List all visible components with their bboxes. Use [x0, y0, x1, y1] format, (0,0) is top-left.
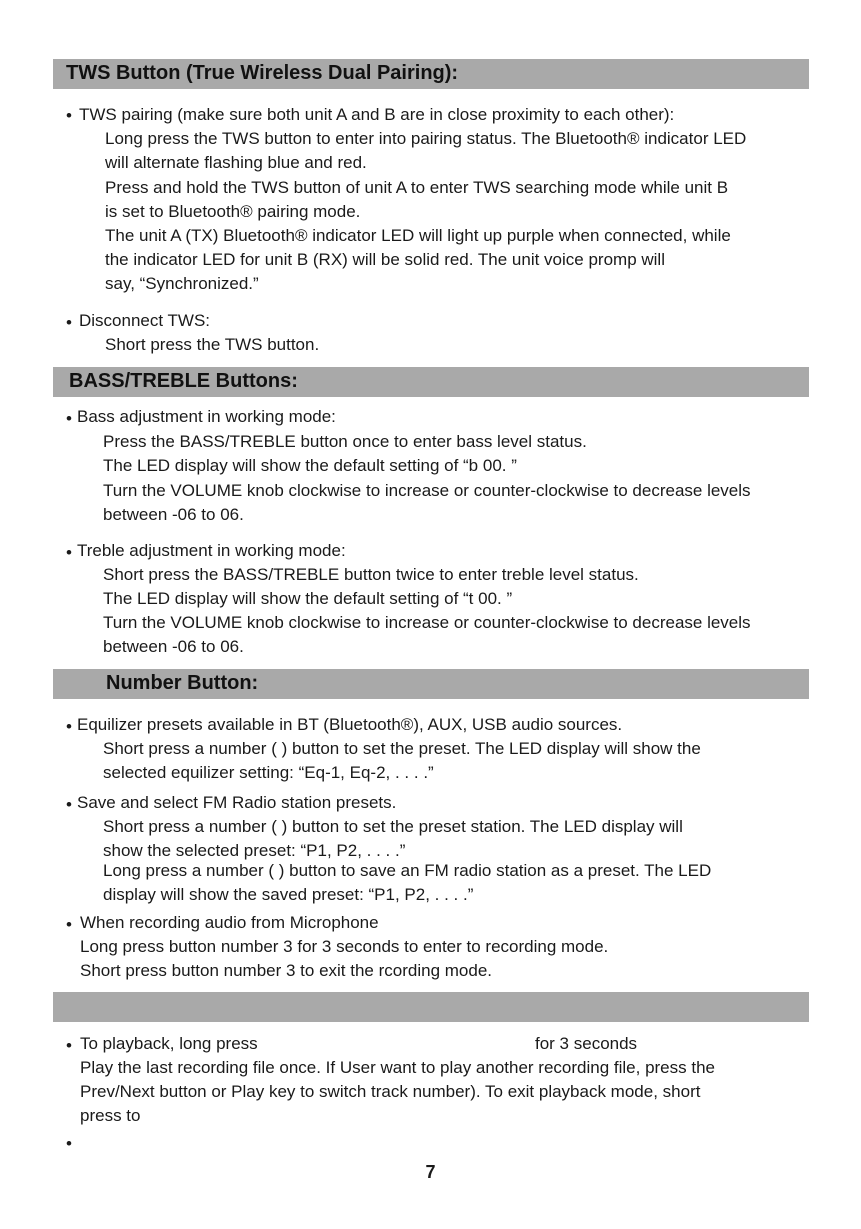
bullet: •	[66, 543, 72, 562]
tws-bullet2-heading: Disconnect TWS:	[79, 311, 211, 330]
number-text-line: Short press a number ( ) button to set the preset. The LED display will show the	[103, 739, 701, 758]
section-header-bass-treble	[53, 367, 809, 397]
bullet: •	[66, 313, 72, 332]
treble-text-line: Turn the VOLUME knob clockwise to increase or counter-clockwise to decrease levels	[103, 613, 751, 632]
playback-text-line: Play the last recording file once. If User want to play another recording file, press the	[80, 1058, 715, 1077]
page-number: 7	[425, 1162, 436, 1182]
number-text-line: display will show the saved preset: “P1, P2, . . . .”	[103, 885, 474, 904]
playback-text-line: Prev/Next button or Play key to switch track number). To exit playback mode, short	[80, 1082, 701, 1101]
tws-text-line: the indicator LED for unit B (RX) will be solid red. The unit voice promp will	[105, 250, 665, 269]
bullet: •	[66, 795, 72, 814]
tws-text-line: Press and hold the TWS button of unit A to enter TWS searching mode while unit B	[105, 178, 729, 197]
bullet: •	[66, 915, 72, 934]
number-bullet1-heading: Equilizer presets available in BT (Bluetooth®), AUX, USB audio sources.	[77, 715, 623, 734]
bullet: •	[66, 106, 72, 125]
tws-text-line: will alternate flashing blue and red.	[105, 153, 367, 172]
bullet: •	[66, 409, 72, 428]
tws-text-line: Long press the TWS button to enter into pairing status. The Bluetooth® indicator LED	[105, 129, 747, 148]
number-text-line: show the selected preset: “P1, P2, . . . .”	[103, 841, 406, 860]
number-bullet3-heading: When recording audio from Microphone	[80, 913, 379, 932]
bass-text-line: The LED display will show the default setting of “b 00. ”	[103, 456, 517, 475]
playback-heading-part2: for 3 seconds	[535, 1034, 638, 1053]
section-title-tws: TWS Button (True Wireless Dual Pairing):	[66, 62, 459, 84]
bullet: •	[66, 1134, 72, 1153]
tws-text-line: is set to Bluetooth® pairing mode.	[105, 202, 361, 221]
bass-text-line: Turn the VOLUME knob clockwise to increase or counter-clockwise to decrease levels	[103, 481, 751, 500]
tws-text-line: Short press the TWS button.	[105, 335, 320, 354]
bullet: •	[66, 717, 72, 736]
number-text-line: Long press button number 3 for 3 seconds to enter to recording mode.	[80, 937, 609, 956]
treble-text-line: Short press the BASS/TREBLE button twice to enter treble level status.	[103, 565, 639, 584]
number-text-line: selected equilizer setting: “Eq-1, Eq-2, . . . .”	[103, 763, 434, 782]
number-text-line: Short press a number ( ) button to set the preset station. The LED display will	[103, 817, 683, 836]
playback-text-line: press to	[80, 1106, 141, 1125]
number-bullet2-heading: Save and select FM Radio station presets.	[77, 793, 397, 812]
bullet: •	[66, 1036, 72, 1055]
bass-text-line: between -06 to 06.	[103, 505, 244, 524]
bass-bullet1-heading: Bass adjustment in working mode:	[77, 407, 336, 426]
number-text-line: Long press a number ( ) button to save an FM radio station as a preset. The LED	[103, 861, 712, 880]
playback-heading-part1: To playback, long press	[80, 1034, 258, 1053]
tws-text-line: The unit A (TX) Bluetooth® indicator LED will light up purple when connected, while	[105, 226, 731, 245]
tws-text-line: say, “Synchronized.”	[105, 274, 259, 293]
tws-bullet1-heading: TWS pairing (make sure both unit A and B are in close proximity to each other):	[79, 105, 675, 124]
treble-text-line: The LED display will show the default setting of “t 00. ”	[103, 589, 513, 608]
section-header-playback	[53, 992, 809, 1022]
number-text-line: Short press button number 3 to exit the rcording mode.	[80, 961, 493, 980]
treble-bullet-heading: Treble adjustment in working mode:	[77, 541, 346, 560]
treble-text-line: between -06 to 06.	[103, 637, 244, 656]
section-title-number: Number Button:	[106, 672, 259, 694]
section-header-tws	[53, 59, 809, 89]
section-header-number	[53, 669, 809, 699]
bass-text-line: Press the BASS/TREBLE button once to enter bass level status.	[103, 432, 587, 451]
section-title-bass-treble: BASS/TREBLE Buttons:	[69, 370, 298, 392]
